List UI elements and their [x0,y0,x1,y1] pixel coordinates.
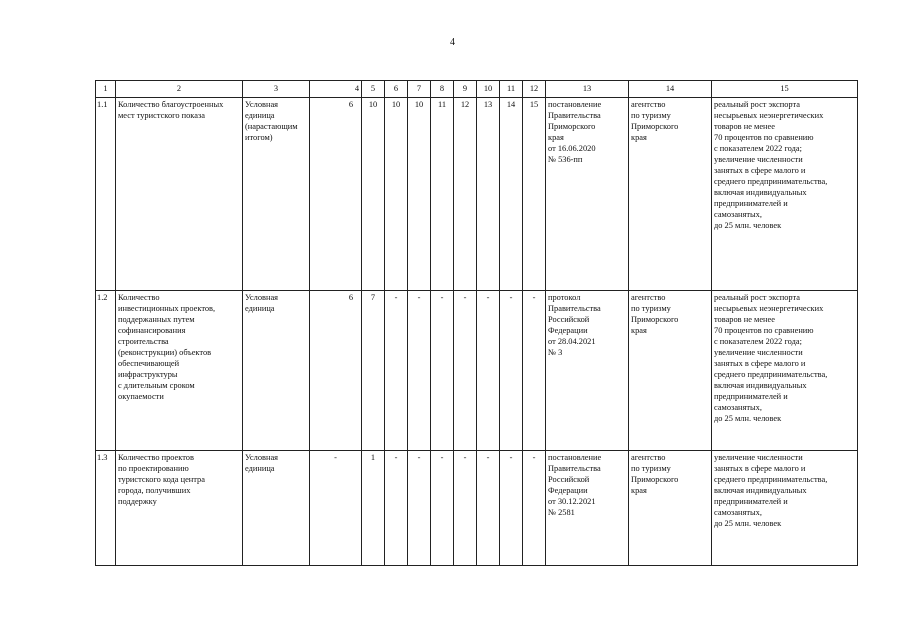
responsible-cell: агентство по туризму Приморского края [629,451,712,566]
header-cell: 1 [96,81,116,98]
page-number: 4 [450,37,455,48]
header-cell: 4 [310,81,362,98]
value-cell: - [310,451,362,566]
header-cell: 10 [477,81,500,98]
value-cell: - [385,291,408,451]
value-cell: - [454,291,477,451]
header-cell: 7 [408,81,431,98]
header-cell: 9 [454,81,477,98]
value-cell: 15 [523,98,546,291]
value-cell: 11 [431,98,454,291]
indicator-name: Количество благоустроенных мест туристского показа [116,98,243,291]
value-cell: - [408,451,431,566]
value-cell: 6 [310,291,362,451]
table-row [96,291,858,451]
header-cell: 2 [116,81,243,98]
table-header-row [96,81,858,98]
unit-cell: Условная единица (нарастающим итогом) [243,98,310,291]
header-cell: 5 [362,81,385,98]
value-cell: 13 [477,98,500,291]
value-cell: 10 [385,98,408,291]
row-number: 1.3 [96,451,116,566]
indicators-table [95,80,858,566]
value-cell: - [385,451,408,566]
value-cell: - [431,451,454,566]
value-cell: 7 [362,291,385,451]
unit-cell: Условная единица [243,291,310,451]
value-cell: - [408,291,431,451]
header-cell: 3 [243,81,310,98]
value-cell: 10 [408,98,431,291]
goal-cell: реальный рост экспорта несырьевых неэнергетических товаров не менее 70 процентов по сравнению с показателем 2022 года; увеличение численности занятых в сфере малого и среднего предпринимательства, включая индивидуальных предпринимателей и самозанятых, до 25 млн. человек [712,98,858,291]
value-cell: 6 [310,98,362,291]
value-cell: 10 [362,98,385,291]
header-cell: 15 [712,81,858,98]
value-cell: - [477,291,500,451]
header-cell: 8 [431,81,454,98]
value-cell: - [431,291,454,451]
value-cell: 1 [362,451,385,566]
value-cell: - [500,451,523,566]
value-cell: 12 [454,98,477,291]
row-number: 1.2 [96,291,116,451]
header-cell: 12 [523,81,546,98]
goal-cell: увеличение численности занятых в сфере малого и среднего предпринимательства, включая индивидуальных предпринимателей и самозанятых, до 25 млн. человек [712,451,858,566]
document-cell: протокол Правительства Российской Федерации от 28.04.2021 № 3 [546,291,629,451]
header-cell: 11 [500,81,523,98]
table-row [96,451,858,566]
document-cell: постановление Правительства Российской Федерации от 30.12.2021 № 2581 [546,451,629,566]
responsible-cell: агентство по туризму Приморского края [629,291,712,451]
header-cell: 14 [629,81,712,98]
goal-cell: реальный рост экспорта несырьевых неэнергетических товаров не менее 70 процентов по сравнению с показателем 2022 года; увеличение численности занятых в сфере малого и среднего предпринимательства, включая индивидуальных предпринимателей и самозанятых, до 25 млн. человек [712,291,858,451]
indicator-name: Количество инвестиционных проектов, поддержанных путем софинансирования строительства (реконструкции) объектов обеспечивающей инфраструктуры с длительным сроком окупаемости [116,291,243,451]
unit-cell: Условная единица [243,451,310,566]
value-cell: 14 [500,98,523,291]
value-cell: - [523,451,546,566]
document-cell: постановление Правительства Приморского края от 16.06.2020 № 536-пп [546,98,629,291]
value-cell: - [454,451,477,566]
value-cell: - [500,291,523,451]
header-cell: 13 [546,81,629,98]
value-cell: - [477,451,500,566]
value-cell: - [523,291,546,451]
indicator-name: Количество проектов по проектированию туристского кода центра города, получивших поддержку [116,451,243,566]
responsible-cell: агентство по туризму Приморского края [629,98,712,291]
table-row [96,98,858,291]
row-number: 1.1 [96,98,116,291]
header-cell: 6 [385,81,408,98]
